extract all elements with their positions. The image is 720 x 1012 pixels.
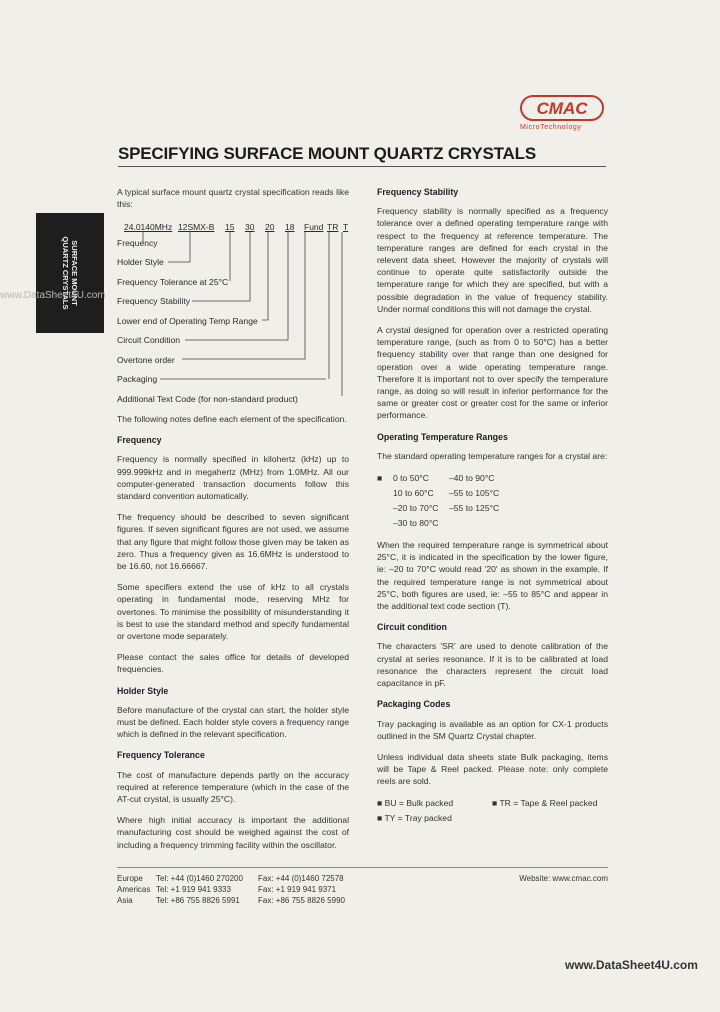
code-text: T bbox=[343, 222, 349, 232]
para: Please contact the sales office for details of developed frequencies. bbox=[117, 652, 349, 675]
temp-note: When the required temperature range is symmetrical about 25°C, it is indicated in the specification by the lower figure, ie: –20 to 70°C would read '20' as shown in the example. If the required temperature range is not symmetrical about 25°C, both figures are used, ie: –55 to 85°C and appear in the additional text code section (T). bbox=[377, 540, 608, 612]
label-temp: Lower end of Operating Temp Range bbox=[117, 316, 258, 326]
code-tolerance: 15 bbox=[225, 222, 235, 232]
para: Some specifiers extend the use of kHz to all crystals operating in fundamental mode, reserving MHz for overtones. To minimise the possibility of misunderstanding it is best to use the standard method and specify fundamental or overtone mode separately. bbox=[117, 582, 349, 642]
para: Tray packaging is available as an option for CX-1 products outlined in the SM Quartz Crystal chapter. bbox=[377, 718, 608, 741]
left-sections bbox=[117, 413, 349, 860]
label-circuit: Circuit Condition bbox=[117, 335, 181, 345]
label-text-code: Additional Text Code (for non-standard product) bbox=[117, 394, 298, 404]
para: The frequency should be described to seven significant figures. If seven significant figures are not used, we assume that any figure that might follow those given may be taken as zero. Thus a frequency given as 16.6MHz is understood to be 16.60, not 16.66667. bbox=[117, 512, 349, 572]
para: The characters 'SR' are used to denote calibration of the crystal at series resonance. If it is to be calibrated at load resonance the characters represent the circuit load capacitance in pF. bbox=[377, 641, 608, 689]
para: Before manufacture of the crystal can start, the holder style must be defined. Each holder style covers a frequency range which is defined in the relevant specification. bbox=[117, 704, 349, 740]
tab-line-2: QUARTZ CRYSTALS bbox=[61, 236, 70, 310]
label-packaging: Packaging bbox=[117, 374, 158, 384]
footer-website[interactable]: Website: www.cmac.com bbox=[519, 874, 608, 883]
code-packaging: TR bbox=[327, 222, 339, 232]
bullet-icon: ■ bbox=[377, 473, 383, 484]
side-watermark: www.DataSheet4U.com bbox=[0, 290, 106, 301]
label-tolerance: Frequency Tolerance at 25°C bbox=[117, 277, 229, 287]
tab-line-1: SURFACE MOUNT bbox=[70, 240, 79, 306]
para: Frequency is normally specified in kilohertz (kHz) up to 999.999kHz and in megahertz (MHz) from 1.0MHz. All our computer-generated transaction documents follow this standard convention automatically. bbox=[117, 454, 349, 502]
para: A crystal designed for operation over a restricted operating temperature range, (such as from 0 to 50°C) has a better frequency stability over that range than one designed for operation over a wide operating temperature range. Therefore it is important not to over specify the temperature range, as doing so will result in inferior performance for the same or greater cost or greater cost for the same or inferior performance. bbox=[377, 325, 608, 421]
para: Where high initial accuracy is important the additional manufacturing cost should be weighed against the cost of including a frequency trimming facility within the oscillator. bbox=[117, 815, 349, 850]
para: The standard operating temperature ranges for a crystal are: bbox=[377, 450, 608, 461]
para: Unless individual data sheets state Bulk packaging, items will be Tape & Reel packed. Please note: only complete reels are sold. bbox=[377, 751, 608, 787]
bottom-watermark: www.DataSheet4U.com bbox=[565, 958, 698, 972]
temp-ranges bbox=[377, 471, 608, 531]
heading-operating-temp: Operating Temperature Ranges bbox=[377, 431, 508, 442]
packaging-list bbox=[377, 797, 608, 827]
list-item: ■ TY = Tray packed bbox=[377, 812, 452, 823]
para: The cost of manufacture depends partly on the accuracy required at reference temperature (which in the case of the AT-cut crystal, is usually 25°C). bbox=[117, 769, 349, 805]
list-item: ■ 0 to 50°C –40 to 90°C bbox=[377, 473, 495, 484]
heading-frequency-tolerance: Frequency Tolerance bbox=[117, 750, 205, 761]
heading-frequency-stability: Frequency Stability bbox=[377, 187, 459, 197]
list-item: –20 to 70°C –55 to 125°C bbox=[393, 503, 500, 514]
page-title: SPECIFYING SURFACE MOUNT QUARTZ CRYSTALS bbox=[118, 144, 536, 163]
list-item: –30 to 80°C bbox=[393, 518, 439, 529]
logo-subtitle: MicroTechnology bbox=[520, 124, 582, 131]
code-temp: 20 bbox=[265, 222, 275, 232]
code-stability: 30 bbox=[245, 222, 255, 232]
code-overtone: Fund bbox=[304, 222, 324, 232]
list-item: 10 to 60°C –55 to 105°C bbox=[393, 488, 500, 499]
footer-rule bbox=[117, 867, 608, 868]
label-frequency: Frequency bbox=[117, 238, 158, 248]
code-holder: 12SMX-B bbox=[178, 222, 215, 232]
footer-tel: Tel: +44 (0)1460 270200 Tel: +1 919 941 9333 Tel: +86 755 8826 5991 bbox=[156, 874, 243, 905]
code-frequency: 24.0140MHz bbox=[124, 222, 173, 232]
right-column bbox=[377, 186, 608, 827]
list-item: ■ TR = Tape & Reel packed bbox=[492, 797, 598, 808]
spec-diagram bbox=[0, 0, 720, 420]
label-holder: Holder Style bbox=[117, 257, 164, 267]
label-overtone: Overtone order bbox=[117, 355, 175, 365]
heading-circuit-condition: Circuit condition bbox=[377, 622, 447, 633]
intro-text: A typical surface mount quartz crystal specification reads like this: bbox=[117, 187, 349, 210]
list-item: ■ BU = Bulk packed bbox=[377, 797, 454, 808]
para: Frequency stability is normally specified as a frequency tolerance over a defined operating temperature range with respect to the frequency at reference temperature. The temperature ranges are defined for each crystal in the relevent data sheet. However the majority of crystals will continue to operate quite satisfactorily outside the temperature range for which they are specified, but with a possible degradation in the value of frequency stability. Under normal conditions this will not damage the crystal. bbox=[377, 206, 608, 314]
heading-holder-style: Holder Style bbox=[117, 685, 169, 696]
footer-regions: Europe Americas Asia bbox=[117, 874, 151, 905]
notes-intro: The following notes define each element of the specification. bbox=[117, 414, 347, 424]
heading-packaging-codes: Packaging Codes bbox=[377, 699, 451, 710]
footer-fax: Fax: +44 (0)1460 72578 Fax: +1 919 941 9371 Fax: +86 755 8826 5990 bbox=[258, 874, 345, 905]
heading-frequency: Frequency bbox=[117, 435, 162, 446]
code-circuit: 18 bbox=[285, 222, 295, 232]
logo-text: CMAC bbox=[536, 99, 588, 118]
label-stability: Frequency Stability bbox=[117, 296, 191, 306]
